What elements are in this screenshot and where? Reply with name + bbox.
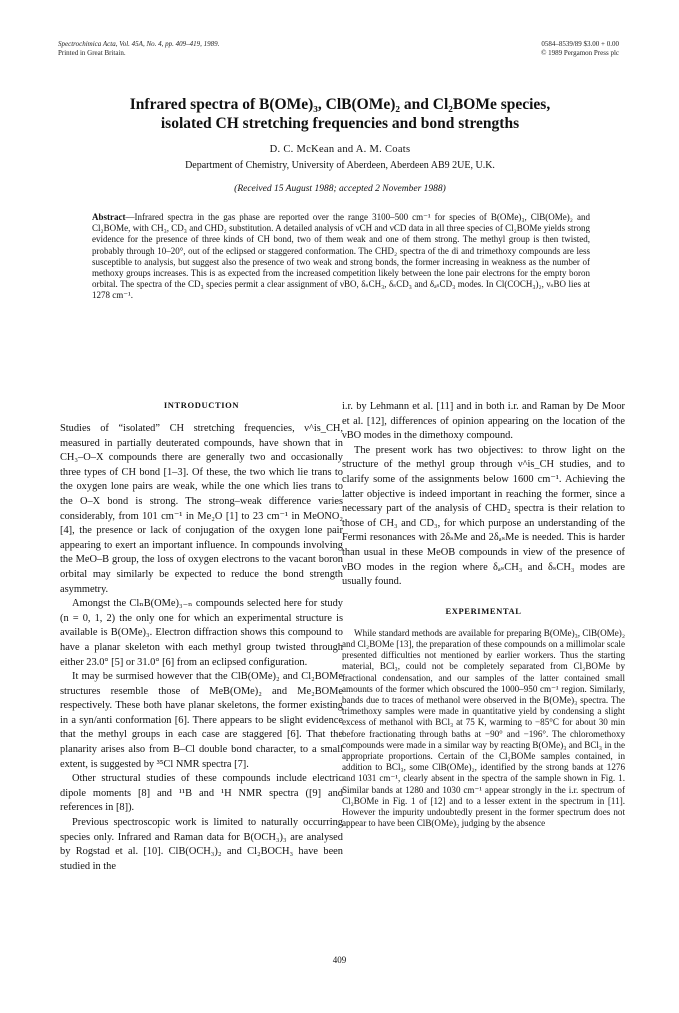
intro-paragraph-4: Other structural studies of these compounds include electric dipole moments [8] and ¹¹B and ¹H NMR spectra ([9] and references in [8]).: [60, 773, 343, 814]
abstract: [92, 212, 590, 302]
left-column: [60, 400, 343, 874]
intro-paragraph-3: It may be surmised however that the ClB(OMe)₂ and Cl₂BOMe structures resemble those of MeB(OMe)₂ and Me₂BOMe respectively. These both have planar skeletons, the former existing in a syn/anti conformation [6]. There appears to be slight evidence that the methyl groups in each case are staggered [6]. That the planarity arises also from B–Cl double bond character, to a small extent, is suggested by ³⁵Cl NMR spectra [7].: [60, 671, 343, 770]
page-number: 409: [332, 955, 347, 965]
intro-paragraph-5: Previous spectroscopic work is limited to naturally occurring species only. Infrared and Raman data for B(OCH₃)₃ are analysed by Rogstad et al. [10]. ClB(OCH₃)₂ and Cl₂BOCH₃ have been studied in the: [60, 817, 343, 872]
journal-header-right: [541, 40, 619, 58]
section-heading-experimental: EXPERIMENTAL: [445, 605, 522, 616]
intro-paragraph-2: Amongst the ClₙB(OMe)₃₋ₙ compounds selected here for study (n = 0, 1, 2) the only one for which an experimental structure is available is B(OMe)₃. Electron diffraction shows this compound to have a planar skeleton with each methyl group twisted through either 23.0° [5] or 31.0° [6] from an eclipsed configuration.: [60, 598, 343, 668]
right-paragraph-1: i.r. by Lehmann et al. [11] and in both i.r. and Raman by De Moor et al. [12], differences of opinion appearing on the location of the νBO modes in the dimethoxy compound.: [342, 401, 625, 442]
right-column: [342, 400, 625, 829]
title-line-1: Infrared spectra of B(OMe)₃, ClB(OMe)₂ and Cl₂BOMe species,: [129, 96, 551, 113]
journal-header-left: [58, 40, 219, 58]
journal-citation: Spectrochimica Acta, Vol. 45A, No. 4, pp. 409–419, 1989.: [58, 40, 220, 48]
printed-in: Printed in Great Britain.: [58, 49, 126, 57]
article-title: [60, 95, 620, 133]
intro-paragraph-1: Studies of “isolated” CH stretching frequencies, ν^is_CH, measured in partially deuterated compounds, have shown that in CH₃–O–X compounds there are generally two and occasionally three types of CH bond [1–3]. Of these, the two which lie trans to the oxygen lone pairs are weak, while the one which lies trans to the O–X bond is strong. The strong–weak difference varies considerably, from 101 cm⁻¹ in Me₂O [1] to 23 cm⁻¹ in MeONO₂ [4], the presence or lack of conjugation of the oxygen lone pair appearing to exert an important influence. In compounds involving the MeO–B group, the loss of oxygen electrons to the vacant boron orbital may similarly be expected to reduce the bond strength asymmetry.: [60, 423, 343, 595]
right-paragraph-2: The present work has two objectives: to throw light on the structure of the methyl group through ν^is_CH studies, and to clarify some of the assignments below 1600 cm⁻¹. Achieving the latter objective is indeed important in reaching the former, since a necessary part of the analysis of CHD₂ spectra is their relation to those of CH₃ and CD₃, for which purpose an understanding of the Fermi resonances with 2δₛMe and 2δₐₛMe is needed. This is harder than usual in these MeOB compounds in view of the presence of νBO modes in the region where δₐₛCH₃ and δₛCH₃ modes are usually found.: [342, 444, 625, 588]
section-heading-introduction: INTRODUCTION: [163, 400, 240, 410]
abstract-label: Abstract: [92, 212, 126, 222]
affiliation: Department of Chemistry, University of Aberdeen, Aberdeen AB9 2UE, U.K.: [185, 160, 495, 171]
title-line-2: isolated CH stretching frequencies and bond strengths: [160, 115, 520, 132]
authors: D. C. McKean and A. M. Coats: [269, 144, 411, 155]
abstract-text: —Infrared spectra in the gas phase are reported over the range 3100–500 cm⁻¹ for species of B(OMe)₃, ClB(OMe)₂ and Cl₂BOMe, with CH₃, CD₃ and CHD₂ substitution. A detailed analysis of νCH and νCD data in all three species of Cl₂BOMe yields strong evidence for the presence of three kinds of CH bond, two of them weak and one of them strong. The methyl group is then twisted, probably through 10–20°, out of the eclipsed or staggered conformation. The CHD₂ spectra of the di and trimethoxy compounds are less susceptible to analysis, but suggest also the presence of two weak and strong bonds, the former increasing in weakness as the number of methoxy groups increases. This is as expected from the increased competition likely between the lone pair electrons for the empty boron orbital. The spectra of the CD₃ species permit a clear assignment of νBO, δₛCH₃, δₛCD₃ and δₐₛCD₃ modes. In Cl(COCH₃)₂, νₛBO lies at 1278 cm⁻¹.: [92, 212, 590, 301]
experimental-paragraph: While standard methods are available for preparing B(OMe)₃, ClB(OMe)₂ and Cl₂BOMe [13], the preparation of these compounds on a millimolar scale presented difficulties not mentioned by earlier workers. Thus the starting material, BCl₃, could not be completely separated from Cl₂BOMe by fractional condensation, and our samples of the latter contained small amounts of the former which obscured the 1000–950 cm⁻¹ region. Similarly, bands due to traces of methanol were observed in the B(OMe)₃ spectra. The trimethoxy samples were made in quantitative yield by condensing a slight excess of methanol with BCl₃ at 75 K, warming to −85°C for about 30 min before fractionating through baths at −90° and −196°. The chloromethoxy compounds were made in a similar way by reacting B(OMe)₃ and BCl₃ in the appropriate proportions. Certain of the Cl₂BOMe samples contained, in addition to BCl₃, some ClB(OMe)₂, identified by the strong bands at 1276 and 1031 cm⁻¹, clearly absent in the spectra of the sample shown in Fig. 1. Similar bands at 1280 and 1030 cm⁻¹ appear strongly in the i.r. spectrum of Cl₂BOMe in Fig. 1 of [12] and to a lesser extent in the spectrum in [11]. However the impurity undoubtedly present in the former spectrum does not appear to have been ClB(OMe)₂ judging by the absence: [342, 627, 625, 829]
issn-price: 0584–8539/89 $3.00 + 0.00: [541, 40, 619, 48]
received-dates: (Received 15 August 1988; accepted 2 November 1988): [234, 184, 446, 194]
copyright: © 1989 Pergamon Press plc: [541, 49, 619, 57]
